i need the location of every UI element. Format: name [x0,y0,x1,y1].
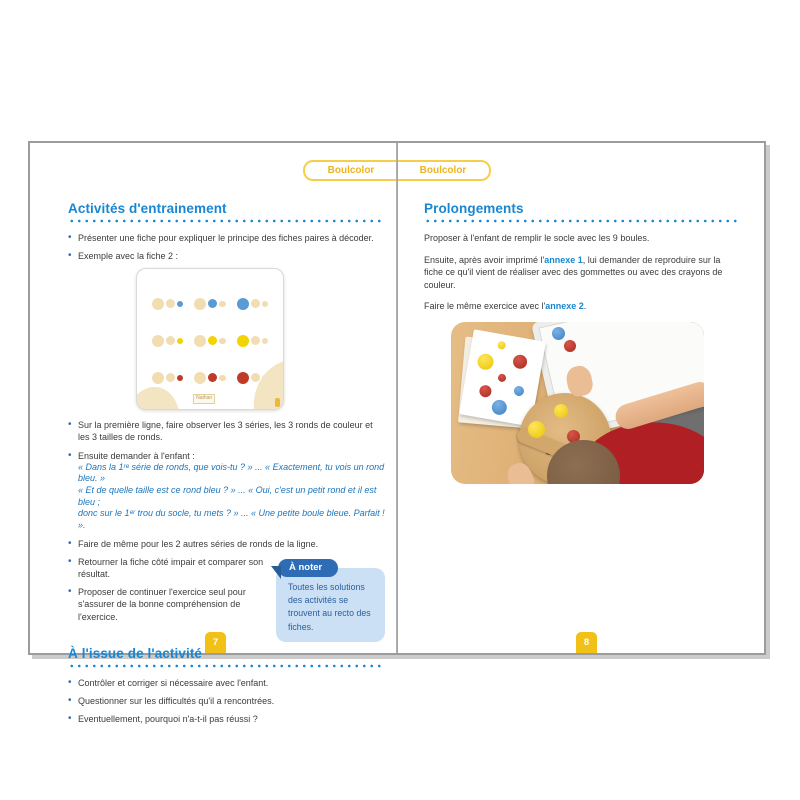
photo-tray-ball-blue [552,327,565,340]
dialogue-line-1: « Dans la 1ʳᵉ série de ronds, que vois-tu ? » ... « Exactement, tu vois un rond bleu. » [78,461,385,484]
photo-card-dot [512,354,528,370]
card-dot [152,298,164,310]
boulcolor-tab-label-left: Boulcolor [327,165,375,176]
card-dot [219,375,226,382]
extensions-para-1: Proposer à l'enfant de remplir le socle avec les 9 boules. [424,233,650,243]
card-dot-group [194,335,226,347]
booklet-spread [28,141,766,724]
training-bullet-5: • Faire de même pour les 2 autres séries de ronds de la ligne. [68,538,385,550]
section-title-training: Activités d'entrainement [68,201,227,216]
dotted-rule [424,219,738,223]
card-dot-group [152,372,184,384]
training-bullet-4-intro: Ensuite demander à l'enfant : [78,450,195,461]
card-dot [208,336,217,345]
nathan-logo: Nathan [193,394,215,404]
page-number-tab-8: 8 [576,632,597,653]
photo-card-dot [498,374,507,383]
photo-card-dot [491,399,508,416]
dialogue-line-3: donc sur le 1ᵉʳ trou du socle, tu mets ? » ... « Une petite boule bleue. Parfait ! ». [78,508,385,531]
section-title-extensions: Prolongements [424,201,524,216]
spread-spine [396,143,398,653]
photo-card-dot [498,341,507,350]
section-title-outcome: À l'issue de l'activité [68,645,203,661]
card-corner-mark [275,398,280,407]
photo-tray-ball-red [564,340,576,352]
card-dot [237,298,249,310]
card-dot [194,372,206,384]
card-dot [208,299,217,308]
card-dot-group [194,298,226,310]
card-dot [177,301,184,308]
photo-card-dot [513,385,525,397]
photo-card-dot [476,353,495,372]
card-dot [251,299,260,308]
card-dot [251,336,260,345]
para-2-suffix: , lui demander de reproduire sur la fiche ce qu'il vient de réaliser avec des gommettes ou avec des crayons de couleur. [424,254,723,290]
page-number-tab-7: 7 [205,632,226,653]
card-dot [194,335,206,347]
card-dot [177,338,184,345]
page-7 [30,143,397,724]
activity-photo [451,322,704,484]
card-dot-group [152,298,184,310]
card-dot [237,372,249,384]
card-dot [219,301,226,308]
outcome-bullet-1: • Contrôler et corriger si nécessaire avec l'enfant. [68,677,385,689]
extensions-para-2 [424,254,738,292]
training-bullet-2: • Exemple avec la fiche 2 : [68,250,385,262]
card-dot [166,299,175,308]
card-dot [177,375,184,382]
card-dot-group [237,335,269,347]
note-callout-body: Toutes les solutions des activités se trouvent au recto des fiches. [276,568,385,642]
annexe-1-link[interactable]: annexe 1 [544,254,583,265]
outcome-bullet-3: • Eventuellement, pourquoi n'a-t-il pas réussi ? [68,713,385,725]
training-bullet-6: • Retourner la fiche côté impair et comparer son résultat. [68,556,266,580]
card-dot [194,298,206,310]
dialogue-line-2: « Et de quelle taille est ce rond bleu ? » ... « Oui, c'est un petit rond et il est bleu ; [78,485,377,507]
card-dot [262,301,269,308]
dotted-rule [68,664,385,668]
note-callout [276,557,385,642]
card-dot [166,336,175,345]
training-bullet-4 [68,450,385,532]
page-8 [397,143,764,653]
note-callout-tab: À noter [278,559,338,577]
card-dot [251,373,260,382]
para-3-prefix: Faire le même exercice avec l' [424,301,546,312]
card-row-blue [137,285,283,322]
annexe-2-link[interactable]: annexe 2 [545,301,584,312]
fiche-2-card-image [136,268,284,410]
boulcolor-tab-label-right: Boulcolor [419,165,467,176]
card-dot [208,373,217,382]
photo-socle-ball-yellow [554,404,568,418]
training-bullet-3: • Sur la première ligne, faire observer les 3 séries, les 3 ronds de couleur et les 3 tailles de ronds. [68,419,385,443]
para-2-prefix: Ensuite, après avoir imprimé l' [424,254,545,265]
card-dot [262,338,269,345]
card-dot [152,372,164,384]
photo-card-dot [479,384,493,398]
card-dot-group [152,335,184,347]
outcome-bullet-2: • Questionner sur les difficultés qu'il a rencontrées. [68,695,385,707]
dotted-rule [68,219,385,223]
card-dot [219,338,226,345]
training-bullet-1: • Présenter une fiche pour expliquer le principe des fiches paires à décoder. [68,232,385,244]
card-row-yellow [137,322,283,359]
card-dot-group [194,372,226,384]
card-dot [166,373,175,382]
card-dot-group [237,298,269,310]
card-dot [237,335,249,347]
para-3-suffix: . [583,301,587,312]
training-bullet-7: • Proposer de continuer l'exercice seul pour s'assurer de la bonne compréhension de l'exercice. [68,586,266,622]
extensions-para-3 [424,300,738,313]
card-dot [152,335,164,347]
